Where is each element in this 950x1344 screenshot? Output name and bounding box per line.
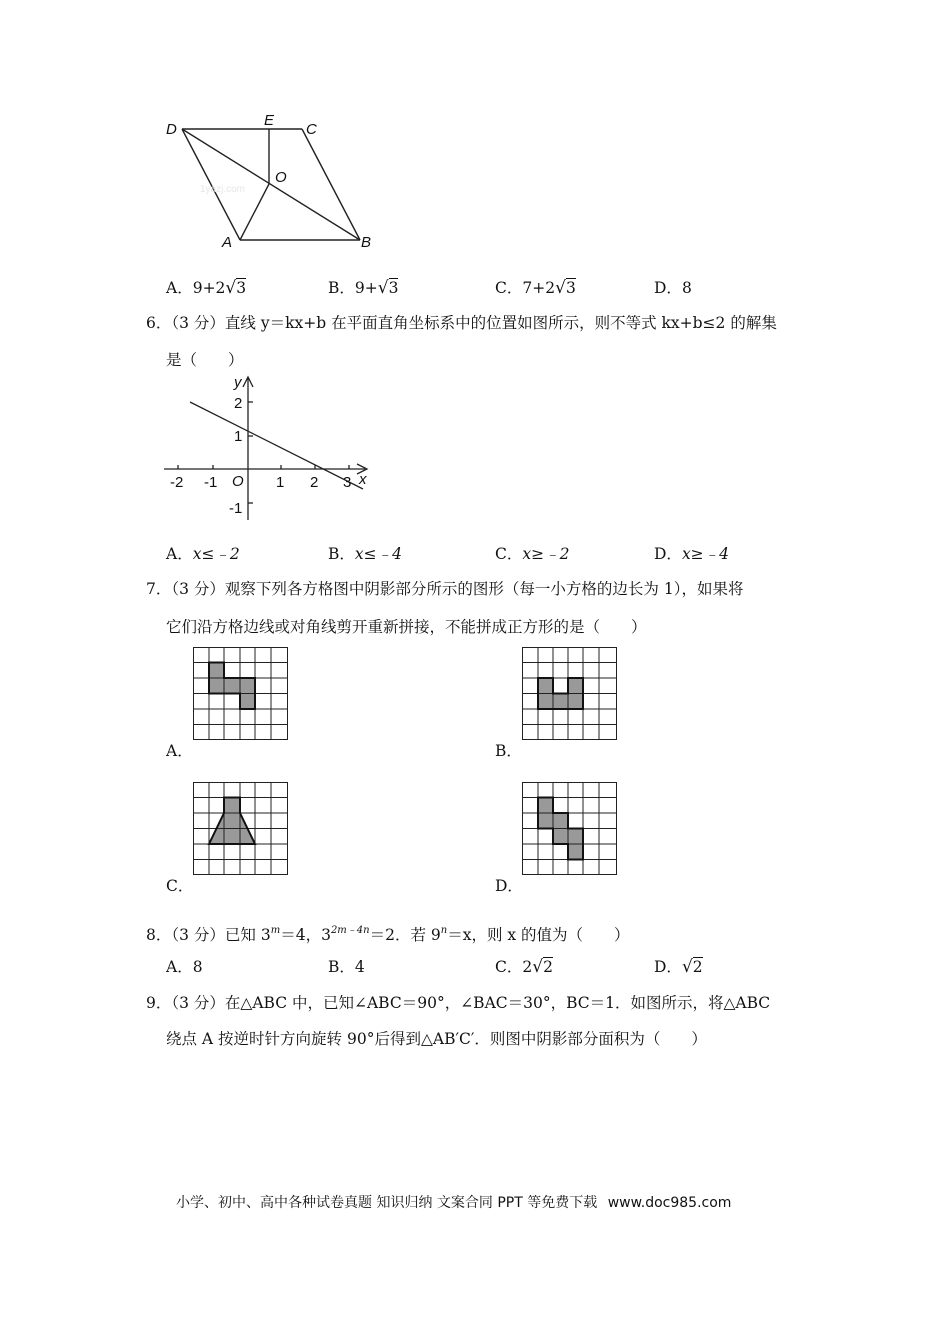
q9-stem-line2: 绕点 A 按逆时针方向旋转 90°后得到△AB′C′．则图中阴影部分面积为（ ） — [166, 1030, 707, 1048]
q9-stem-line1: 9．（3 分）在△ABC 中，已知∠ABC＝90°，∠BAC＝30°，BC＝1．如图所示，将△ABC — [146, 994, 771, 1012]
q7-label-b[interactable]: B． — [495, 742, 522, 760]
q7-label-d[interactable]: D． — [495, 877, 523, 895]
sqrt-icon: √ — [377, 278, 389, 298]
q6-stem-line2: 是（ ） — [166, 351, 244, 369]
q6-ytick: -1 — [229, 500, 243, 517]
q5-parallelogram-figure — [160, 112, 390, 254]
q6-xtick: -1 — [204, 474, 218, 491]
q6-coordinate-graph — [160, 374, 375, 524]
sqrt-icon: √ — [225, 278, 237, 298]
q6-option-d[interactable]: D．x≥﹣4 — [654, 545, 730, 563]
q5-point-c: C — [306, 121, 317, 138]
q6-option-c[interactable]: C．x≥﹣2 — [495, 545, 570, 563]
sqrt-icon: √ — [555, 278, 566, 298]
q5-point-d: D — [166, 121, 177, 138]
q7-grid-c — [193, 782, 289, 876]
q7-grid-b — [522, 647, 618, 741]
q8-option-c[interactable]: C．2√2 — [495, 957, 553, 977]
q6-stem-line1: 6．（3 分）直线 y＝kx+b 在平面直角坐标系中的位置如图所示，则不等式 kx+b≤2 的解集 — [146, 314, 777, 332]
q8-option-d[interactable]: D．√2 — [654, 957, 703, 977]
q7-label-c[interactable]: C． — [166, 877, 194, 895]
q7-label-a[interactable]: A． — [166, 742, 193, 760]
q5-point-b: B — [361, 234, 372, 251]
q6-option-a[interactable]: A．x≤﹣2 — [166, 545, 240, 563]
footer-text: 小学、初中、高中各种试卷真题 知识归纳 文案合同 PPT 等免费下载 — [176, 1195, 598, 1211]
q7-grid-a — [193, 647, 289, 741]
q7-stem-line2: 它们沿方格边线或对角线剪开重新拼接，不能拼成正方形的是（ ） — [166, 618, 647, 636]
q6-origin-label: O — [232, 473, 244, 490]
q6-y-axis-label: y — [234, 374, 242, 391]
q7-grid-d — [522, 782, 618, 876]
q8-stem: 8．（3 分）已知 $3^m=4$，$3^{2m﹣4n}=2$．若 $9^n=x$，则 x 的值为（ ） — [146, 925, 630, 944]
q5-point-e: E — [264, 112, 275, 129]
q5-option-c[interactable]: C．7+2√3 — [495, 278, 576, 298]
q6-xtick: 2 — [310, 474, 319, 491]
sqrt-icon: √ — [681, 957, 693, 977]
q7-stem-line1: 7．（3 分）观察下列各方格图中阴影部分所示的图形（每一小方格的边长为 1），如果将 — [146, 580, 744, 598]
sqrt-icon: √ — [532, 957, 544, 977]
q8-option-a[interactable]: A．8 — [166, 958, 203, 976]
q5-option-d[interactable]: D．8 — [654, 279, 692, 297]
page-footer — [176, 1192, 731, 1212]
q6-x-axis-label: x — [359, 471, 367, 488]
q5-option-b[interactable]: B．9+√3 — [328, 278, 399, 298]
q8-option-b[interactable]: B．4 — [328, 958, 365, 976]
footer-link[interactable]: www.doc985.com — [607, 1195, 732, 1211]
q5-point-a: A — [222, 234, 233, 251]
q6-xtick: 1 — [276, 474, 285, 491]
q6-ytick: 1 — [234, 428, 243, 445]
q6-xtick: -2 — [170, 474, 184, 491]
q5-point-o: O — [275, 169, 287, 186]
q6-option-b[interactable]: B．x≤﹣4 — [328, 545, 402, 563]
q5-option-a[interactable]: A．9+2√3 — [166, 278, 247, 298]
q5-watermark: 1yazj.com — [200, 184, 246, 195]
q6-ytick: 2 — [234, 395, 243, 412]
q6-xtick: 3 — [343, 474, 352, 491]
